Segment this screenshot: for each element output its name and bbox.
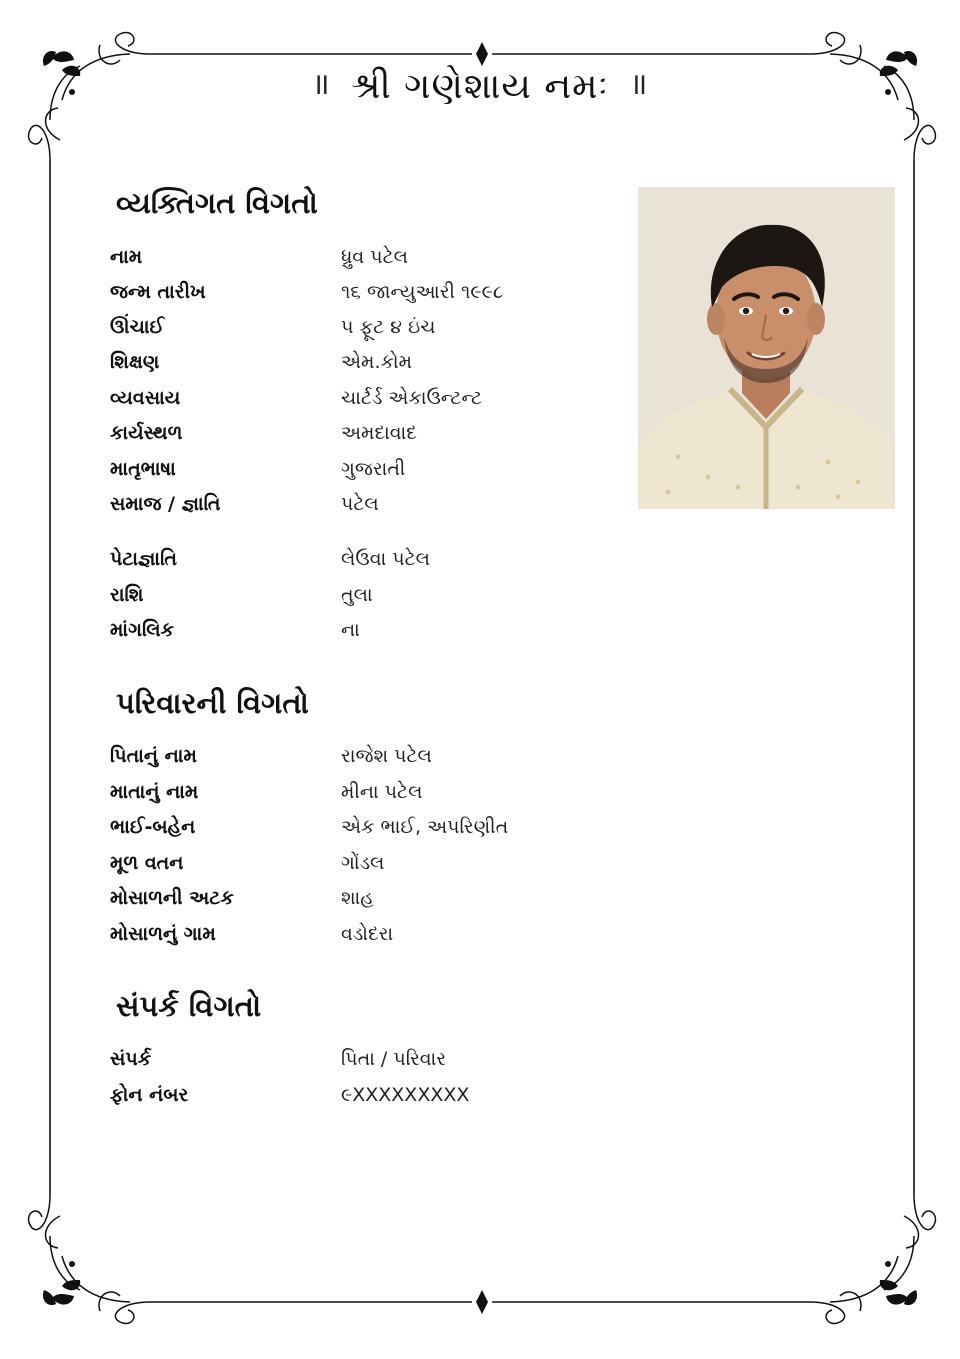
detail-row (110, 351, 630, 381)
detail-value: ચાર્ટર્ડ એકાઉન્ટન્ટ (341, 387, 483, 409)
detail-label: કાર્યસ્થળ (110, 422, 183, 444)
detail-value: ૯XXXXXXXXX (341, 1084, 470, 1106)
detail-label: માતૃભાષા (110, 458, 176, 480)
detail-label: રાશિ (110, 584, 144, 606)
detail-value: એમ.કોમ (341, 351, 413, 373)
detail-label: મૂળ વતન (110, 852, 184, 874)
page-header (0, 62, 960, 108)
detail-value: પિતા / પરિવાર (341, 1048, 447, 1070)
detail-row (110, 745, 630, 775)
divider-bars-left: ॥ (311, 67, 331, 102)
detail-label: માતાનું નામ (110, 781, 199, 803)
section-title-contact: સંપર્ક વિગતો (116, 989, 262, 1023)
detail-row (110, 1048, 630, 1078)
detail-value: લેઉવા પટેલ (341, 548, 431, 570)
detail-label: મોસાળનું ગામ (110, 923, 216, 945)
detail-value: ૫ ફૂટ ૪ ઇંચ (341, 316, 436, 338)
detail-label: ભાઈ-બહેન (110, 816, 196, 838)
divider-bars-right: ॥ (629, 67, 649, 102)
detail-row (110, 584, 630, 614)
detail-row (110, 493, 630, 523)
detail-label: ઊંચાઈ (110, 316, 165, 338)
detail-row (110, 887, 630, 917)
detail-label: વ્યવસાય (110, 387, 181, 409)
detail-label: પેટાજ્ઞાતિ (110, 548, 177, 570)
detail-value: પટેલ (341, 493, 379, 515)
detail-label: શિક્ષણ (110, 351, 160, 373)
section-title-personal: વ્યક્તિગત વિગતો (116, 186, 318, 220)
detail-value: ગોંડલ (341, 852, 385, 874)
detail-value: ગુજરાતી (341, 458, 406, 480)
detail-value: વડોદરા (341, 923, 394, 945)
detail-value: ધ્રુવ પટેલ (341, 246, 409, 268)
detail-label: જન્મ તારીખ (110, 281, 206, 303)
detail-row (110, 458, 630, 488)
detail-row (110, 387, 630, 417)
detail-row (110, 816, 630, 846)
detail-row (110, 316, 630, 346)
detail-value: રાજેશ પટેલ (341, 745, 432, 767)
detail-row (110, 422, 630, 452)
detail-row (110, 281, 630, 311)
detail-label: સંપર્ક (110, 1048, 152, 1070)
detail-value: મીના પટેલ (341, 781, 423, 803)
portrait-illustration (638, 187, 895, 509)
detail-row (110, 852, 630, 882)
detail-row (110, 246, 630, 276)
detail-row (110, 781, 630, 811)
invocation-text: શ્રી ગણેશાય નમઃ (351, 66, 609, 107)
detail-value: તુલા (341, 584, 373, 606)
detail-row (110, 619, 630, 649)
detail-label: પિતાનું નામ (110, 745, 197, 767)
detail-label: સમાજ / જ્ઞાતિ (110, 493, 221, 515)
detail-row (110, 548, 630, 578)
groom-portrait (638, 187, 895, 509)
detail-value: ૧૬ જાન્યુઆરી ૧૯૯૮ (341, 281, 504, 303)
detail-value: શાહ (341, 887, 374, 909)
diamond-ornament (476, 42, 488, 1314)
detail-value: અમદાવાદ (341, 422, 417, 444)
detail-label: નામ (110, 246, 143, 268)
section-title-family: પરિવારની વિગતો (116, 686, 309, 720)
detail-row (110, 1084, 630, 1114)
detail-value: એક ભાઈ, અપરિણીત (341, 816, 509, 838)
detail-row (110, 923, 630, 953)
detail-label: ફોન નંબર (110, 1084, 189, 1106)
detail-value: ના (341, 619, 360, 641)
detail-label: માંગલિક (110, 619, 175, 641)
detail-label: મોસાળની અટક (110, 887, 234, 909)
